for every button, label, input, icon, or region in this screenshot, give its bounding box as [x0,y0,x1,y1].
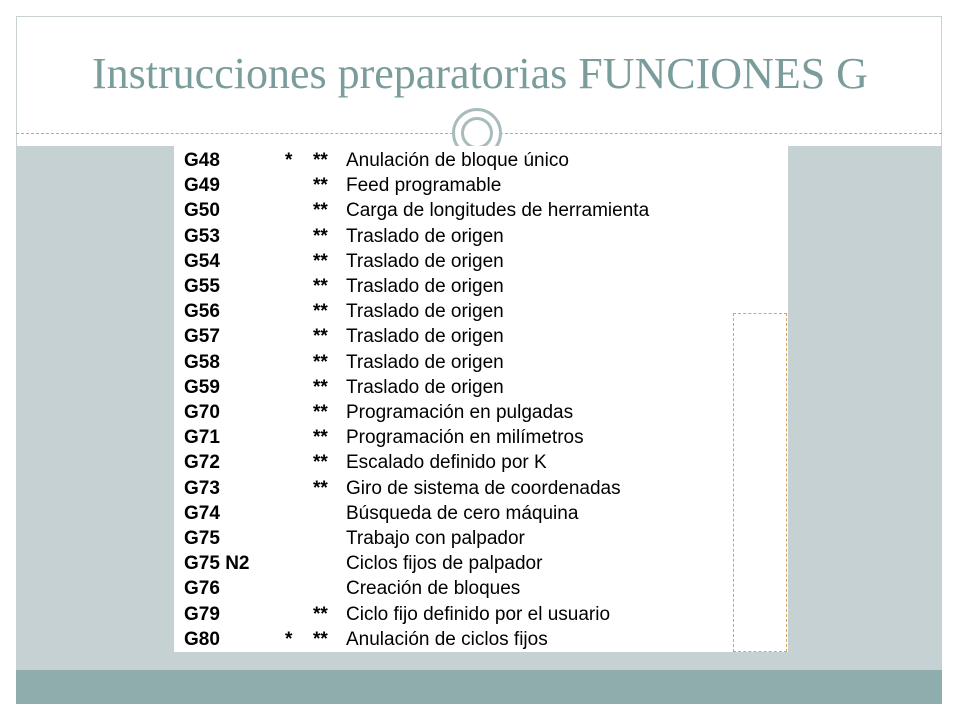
function-code: G56 [184,301,220,323]
function-code: G57 [184,326,220,348]
marker-double: ** [313,301,328,323]
table-row [174,148,788,173]
function-code: G71 [184,427,220,449]
table-row [174,224,788,249]
function-code: G49 [184,175,220,197]
table-row [174,198,788,223]
function-description: Programación en milímetros [346,427,584,449]
g-functions-table [174,146,788,652]
function-code: G48 [184,150,220,171]
function-code: G58 [184,351,220,373]
table-row [174,173,788,198]
table-row [174,501,788,526]
table-row [174,551,788,576]
marker-double: ** [313,427,328,449]
function-description: Feed programable [346,175,502,197]
function-code: G79 [184,603,220,625]
function-description: Traslado de origen [346,351,504,373]
function-description: Traslado de origen [346,250,504,272]
function-code: G70 [184,402,220,423]
marker-double: ** [313,276,328,297]
table-row [174,627,788,652]
function-code: G75 N2 [184,553,250,575]
marker-single: * [285,628,293,650]
table-row [174,324,788,349]
marker-double: ** [313,200,328,222]
function-description: Traslado de origen [346,301,504,323]
function-description: Giro de sistema de coordenadas [346,477,621,499]
table-row [174,400,788,425]
marker-double: ** [313,402,328,423]
function-description: Trabajo con palpador [346,528,525,549]
function-description: Traslado de origen [346,326,504,348]
table-row [174,425,788,450]
function-description: Programación en pulgadas [346,402,574,423]
function-code: G72 [184,452,220,474]
function-code: G74 [184,502,220,524]
function-code: G55 [184,276,220,297]
table-row [174,450,788,475]
marker-double: ** [313,225,328,247]
function-code: G76 [184,578,220,600]
table-row [174,249,788,274]
marker-double: ** [313,628,328,650]
footer-band [16,670,942,704]
function-description: Traslado de origen [346,276,504,297]
selection-box[interactable] [733,313,787,652]
marker-double: ** [313,477,328,499]
function-code: G53 [184,225,220,247]
function-description: Ciclos fijos de palpador [346,553,543,575]
marker-double: ** [313,150,328,171]
function-description: Carga de longitudes de herramienta [346,200,650,222]
marker-double: ** [313,250,328,272]
function-code: G75 [184,528,220,549]
function-description: Anulación de ciclos fijos [346,628,548,650]
function-code: G80 [184,628,220,650]
table-row [174,274,788,299]
function-description: Anulación de bloque único [346,150,569,171]
function-description: Traslado de origen [346,225,504,247]
table-row [174,576,788,601]
function-code: G73 [184,477,220,499]
table-row [174,602,788,627]
marker-double: ** [313,351,328,373]
function-description: Traslado de origen [346,376,504,398]
marker-double: ** [313,603,328,625]
table-row [174,375,788,400]
function-description: Búsqueda de cero máquina [346,502,579,524]
marker-double: ** [313,452,328,474]
marker-double: ** [313,376,328,398]
table-row [174,299,788,324]
marker-single: * [285,150,293,171]
marker-double: ** [313,175,328,197]
function-description: Creación de bloques [346,578,521,600]
marker-double: ** [313,326,328,348]
function-code: G54 [184,250,220,272]
table-row [174,526,788,551]
function-description: Escalado definido por K [346,452,547,474]
function-description: Ciclo fijo definido por el usuario [346,603,611,625]
slide-title: Instrucciones preparatorias FUNCIONES G [92,49,868,98]
function-code: G59 [184,376,220,398]
table-row [174,350,788,375]
function-code: G50 [184,200,220,222]
table-row [174,476,788,501]
